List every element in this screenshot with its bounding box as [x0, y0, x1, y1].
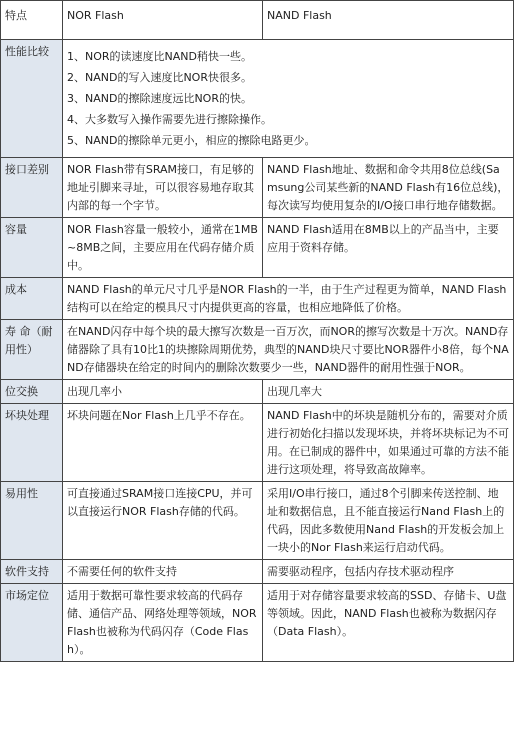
- row-feature: 成本: [1, 278, 63, 320]
- nand-cell: 采用I/O串行接口，通过8个引脚来传送控制、地址和数据信息，且不能直接运行Nand Flash上的代码，因此多数使用Nand Flash的开发板会加上一块小的Nor Flash来运行启动代码。: [263, 482, 514, 560]
- row-feature: 易用性: [1, 482, 63, 560]
- nand-cell: NAND Flash中的坏块是随机分布的，需要对介质进行初始化扫描以发现坏块，并将坏块标记为不可用。在已制成的器件中，如果通过可靠的方法不能进行这项处理，将导致高故障率。: [263, 404, 514, 482]
- row-feature: 寿 命（耐用性）: [1, 320, 63, 380]
- header-nor: NOR Flash: [63, 1, 263, 40]
- performance-line: 1、NOR的读速度比NAND稍快一些。: [67, 50, 252, 63]
- row-feature: 性能比较: [1, 40, 63, 158]
- nor-cell: 出现几率小: [63, 380, 263, 404]
- row-feature: 软件支持: [1, 560, 63, 584]
- nor-cell: 不需要任何的软件支持: [63, 560, 263, 584]
- nand-cell: NAND Flash地址、数据和命令共用8位总线(Samsung公司某些新的NAND Flash有16位总线)，每次读写均使用复杂的I/O接口串行地存储数据。: [263, 158, 514, 218]
- nand-cell: 适用于对存储容量要求较高的SSD、存储卡、U盘等领域。因此，NAND Flash也被称为数据闪存（Data Flash）。: [263, 584, 514, 662]
- performance-line: 2、NAND的写入速度比NOR快很多。: [67, 71, 252, 84]
- table-row: [1, 380, 514, 404]
- header-nand: NAND Flash: [263, 1, 514, 40]
- endurance-cell: 在NAND闪存中每个块的最大擦写次数是一百万次，而NOR的擦写次数是十万次。NAND存储器除了具有10比1的块擦除周期优势，典型的NAND块尺寸要比NOR器件小8倍，每个NAND存储器块在给定的时间内的删除次数要少一些，NAND器件的耐用性强于NOR。: [63, 320, 514, 380]
- row-feature: 市场定位: [1, 584, 63, 662]
- table-row: [1, 482, 514, 560]
- row-feature: 容量: [1, 218, 63, 278]
- performance-line: 3、NAND的擦除速度远比NOR的快。: [67, 92, 252, 105]
- table-row: [1, 40, 514, 158]
- table-row: [1, 320, 514, 380]
- table-row: [1, 278, 514, 320]
- table-row: [1, 584, 514, 662]
- table-row: [1, 158, 514, 218]
- nand-cell: 出现几率大: [263, 380, 514, 404]
- nand-cell: 需要驱动程序，包括内存技术驱动程序: [263, 560, 514, 584]
- performance-cell: [63, 40, 514, 158]
- cost-cell: NAND Flash的单元尺寸几乎是NOR Flash的一半，由于生产过程更为简单，NAND Flash结构可以在给定的模具尺寸内提供更高的容量，也相应地降低了价格。: [63, 278, 514, 320]
- nor-cell: NOR Flash容量一般较小，通常在1MB~8MB之间，主要应用在代码存储介质中。: [63, 218, 263, 278]
- row-feature: 位交换: [1, 380, 63, 404]
- nor-cell: NOR Flash带有SRAM接口，有足够的地址引脚来寻址，可以很容易地存取其内部的每一个字节。: [63, 158, 263, 218]
- nand-cell: NAND Flash适用在8MB以上的产品当中，主要应用于资料存储。: [263, 218, 514, 278]
- table-row: [1, 218, 514, 278]
- nor-cell: 可直接通过SRAM接口连接CPU，并可以直接运行NOR Flash存储的代码。: [63, 482, 263, 560]
- header-feature: 特点: [1, 1, 63, 40]
- table-row: [1, 404, 514, 482]
- table-row: [1, 560, 514, 584]
- performance-line: 4、大多数写入操作需要先进行擦除操作。: [67, 113, 272, 126]
- row-feature: 接口差别: [1, 158, 63, 218]
- nor-cell: 适用于数据可靠性要求较高的代码存储、通信产品、网络处理等领域，NOR Flash也被称为代码闪存（Code Flash）。: [63, 584, 263, 662]
- performance-line: 5、NAND的擦除单元更小，相应的擦除电路更少。: [67, 134, 316, 147]
- row-feature: 坏块处理: [1, 404, 63, 482]
- nor-cell: 坏块问题在Nor Flash上几乎不存在。: [63, 404, 263, 482]
- header-row: [1, 1, 514, 40]
